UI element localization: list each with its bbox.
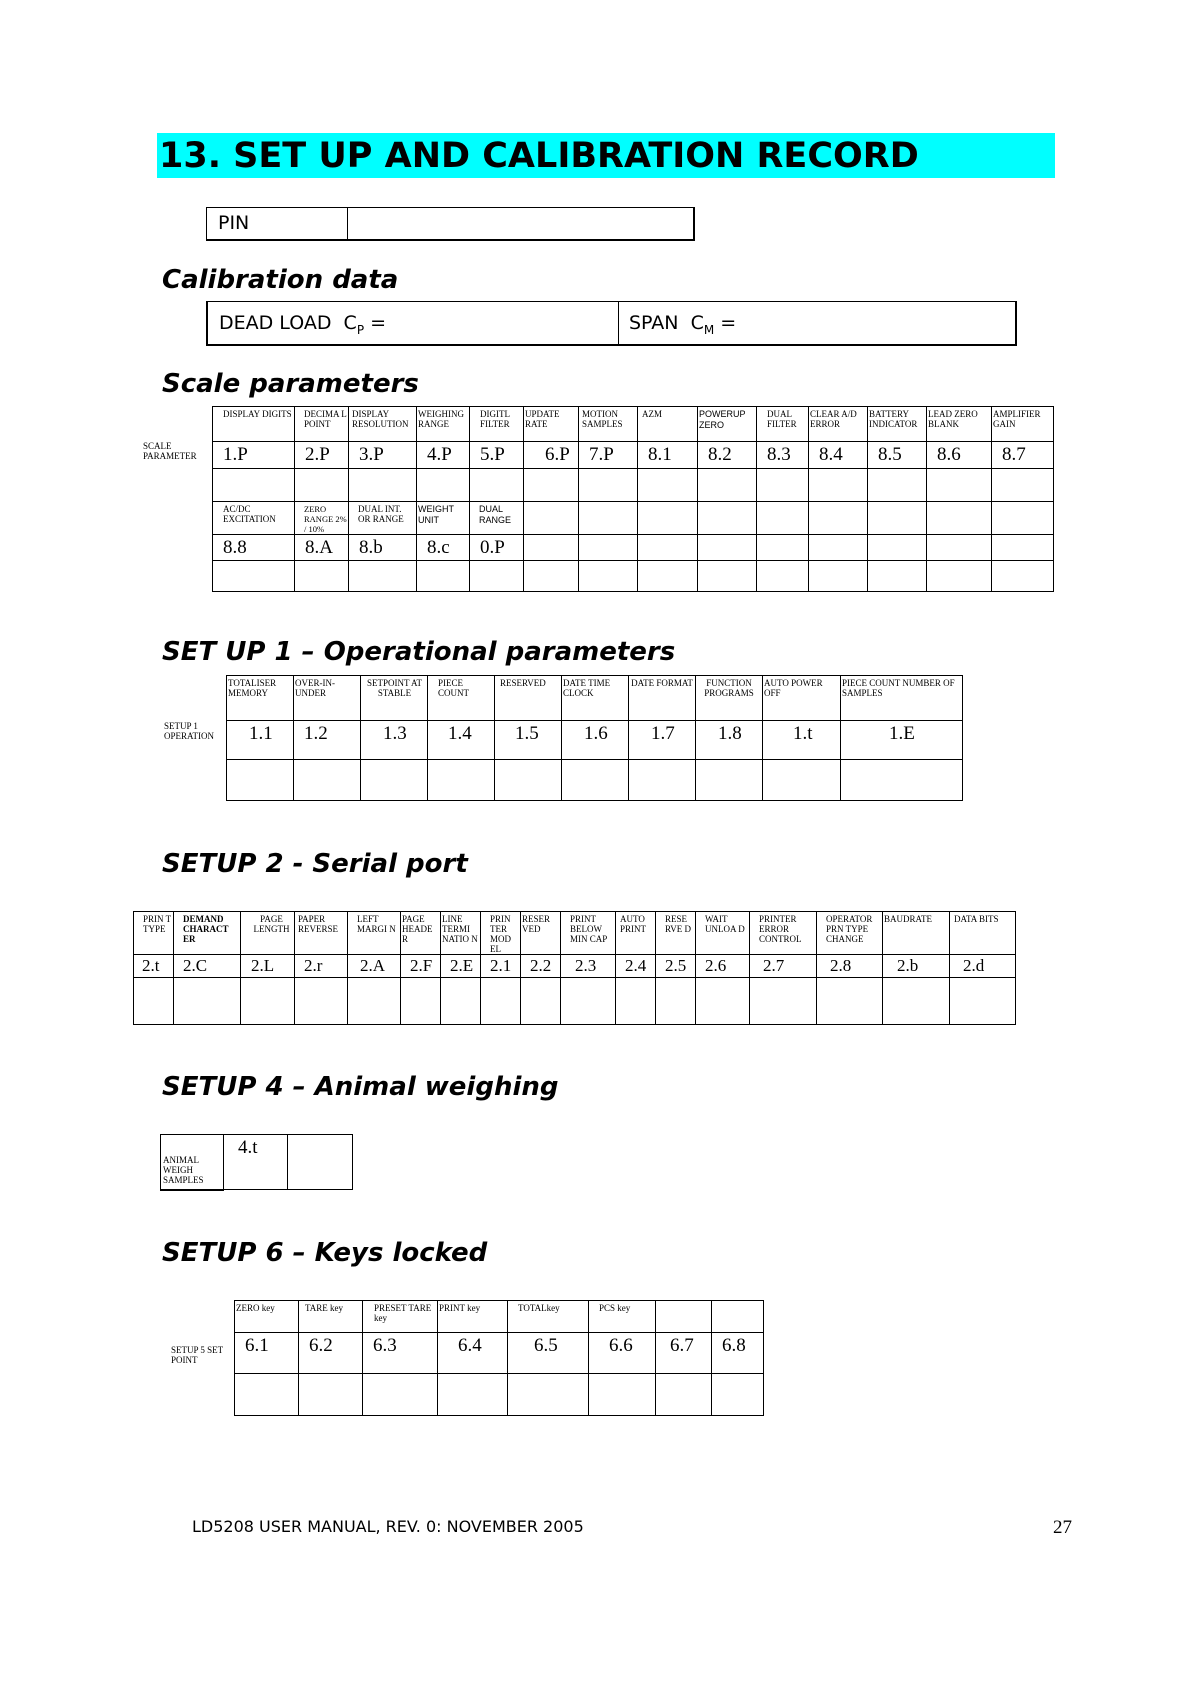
- entry-cell[interactable]: [589, 1374, 656, 1416]
- entry-cell[interactable]: [698, 469, 757, 502]
- scale-header: WEIGHING RANGE: [417, 407, 470, 442]
- setup2-header: LINE TERMI NATIO N: [441, 912, 481, 955]
- setup6-header: TOTALkey: [508, 1301, 589, 1333]
- setup1-code: 1.t: [763, 721, 841, 760]
- entry-cell[interactable]: [757, 561, 809, 592]
- entry-cell[interactable]: [579, 469, 638, 502]
- scale-header: DUAL FILTER: [757, 407, 809, 442]
- entry-cell[interactable]: [841, 760, 963, 801]
- setup6-header: PCS key: [589, 1301, 656, 1333]
- entry-cell[interactable]: [656, 1374, 712, 1416]
- setup4-code: 4.t: [238, 1137, 258, 1158]
- setup2-code: 2.4: [616, 955, 656, 978]
- setup6-code: 6.3: [363, 1333, 438, 1374]
- setup2-code: 2.b: [883, 955, 950, 978]
- scale-code: 4.P: [417, 442, 470, 469]
- scale-table: [212, 406, 1054, 592]
- scale-header: DUAL RANGE: [470, 502, 524, 535]
- entry-cell[interactable]: [361, 760, 428, 801]
- entry-cell[interactable]: [363, 1374, 438, 1416]
- setup1-header: SETPOINT AT STABLE: [361, 676, 428, 721]
- scale-code: 8.A: [295, 535, 349, 561]
- entry-cell[interactable]: [288, 1135, 353, 1190]
- setup2-code: 2.1: [481, 955, 521, 978]
- entry-cell[interactable]: [227, 760, 294, 801]
- entry-cell[interactable]: [809, 535, 868, 561]
- scale-header: POWERUP ZERO: [698, 407, 757, 442]
- setup6-code: 6.4: [438, 1333, 508, 1374]
- entry-cell[interactable]: [579, 535, 638, 561]
- entry-cell[interactable]: [992, 535, 1054, 561]
- entry-cell[interactable]: [441, 978, 481, 1025]
- entry-cell[interactable]: [417, 469, 470, 502]
- page-title: 13. SET UP AND CALIBRATION RECORD: [159, 136, 919, 176]
- entry-cell[interactable]: [470, 561, 524, 592]
- scale-code: 8.c: [417, 535, 470, 561]
- calibration-heading: Calibration data: [162, 265, 399, 295]
- scale-code: 8.b: [349, 535, 417, 561]
- entry-cell[interactable]: [417, 561, 470, 592]
- scale-header: WEIGHT UNIT: [417, 502, 470, 535]
- entry-cell[interactable]: [809, 561, 868, 592]
- scale-header: DISPLAY RESOLUTION: [349, 407, 417, 442]
- scale-header: DISPLAY DIGITS: [213, 407, 295, 442]
- entry-cell[interactable]: [174, 978, 241, 1025]
- setup1-code: 1.5: [495, 721, 562, 760]
- entry-cell[interactable]: [524, 502, 579, 535]
- setup2-header: PRINTER ERROR CONTROL: [750, 912, 817, 955]
- entry-cell[interactable]: [638, 561, 698, 592]
- entry-cell[interactable]: [470, 469, 524, 502]
- setup2-code: 2.3: [561, 955, 616, 978]
- entry-cell[interactable]: [579, 502, 638, 535]
- entry-cell[interactable]: [481, 978, 521, 1025]
- setup1-header: AUTO POWER OFF: [763, 676, 841, 721]
- setup6-entry-row: [235, 1374, 764, 1416]
- setup2-entry-row: [134, 978, 1016, 1025]
- setup2-header: AUTO PRINT: [616, 912, 656, 955]
- entry-cell[interactable]: [134, 978, 174, 1025]
- setup2-header: PAGE LENGTH: [241, 912, 295, 955]
- setup2-code: 2.8: [817, 955, 883, 978]
- setup4-code-cell: [224, 1135, 288, 1190]
- setup6-code: 6.1: [235, 1333, 299, 1374]
- setup1-header: OVER-IN-UNDER: [294, 676, 361, 721]
- setup1-code: 1.6: [562, 721, 629, 760]
- scale-header-row-1: [213, 407, 1054, 442]
- entry-cell[interactable]: [561, 978, 616, 1025]
- entry-cell[interactable]: [927, 502, 992, 535]
- entry-cell[interactable]: [868, 535, 927, 561]
- setup2-code: 2.A: [348, 955, 401, 978]
- scale-code: 8.8: [213, 535, 295, 561]
- entry-cell[interactable]: [213, 561, 295, 592]
- pin-label-cell: [207, 208, 348, 241]
- setup6-header: PRESET TARE key: [363, 1301, 438, 1333]
- scale-header: CLEAR A/D ERROR: [809, 407, 868, 442]
- dead-load-cell[interactable]: [207, 302, 619, 346]
- setup2-header: BAUDRATE: [883, 912, 950, 955]
- setup2-code: 2.d: [950, 955, 1016, 978]
- entry-cell[interactable]: [757, 502, 809, 535]
- entry-cell[interactable]: [698, 502, 757, 535]
- setup6-header: TARE key: [299, 1301, 363, 1333]
- entry-cell[interactable]: [809, 502, 868, 535]
- scale-code: 7.P: [579, 442, 638, 469]
- setup2-header: WAIT UNLOA D: [696, 912, 750, 955]
- pin-value-cell[interactable]: [348, 208, 695, 241]
- page-number: 27: [1053, 1517, 1072, 1538]
- entry-cell[interactable]: [241, 978, 295, 1025]
- entry-cell[interactable]: [712, 1374, 764, 1416]
- entry-cell[interactable]: [883, 978, 950, 1025]
- setup4-table: [160, 1134, 353, 1191]
- setup1-table: [226, 675, 963, 801]
- setup2-code: 2.C: [174, 955, 241, 978]
- entry-cell[interactable]: [817, 978, 883, 1025]
- setup1-code: 1.1: [227, 721, 294, 760]
- span-cell[interactable]: [619, 302, 1017, 346]
- setup1-header-row: [227, 676, 963, 721]
- scale-header: AMPLIFIER GAIN: [992, 407, 1054, 442]
- scale-entry-row-2: [213, 561, 1054, 592]
- setup2-header: PAGE HEADE R: [401, 912, 441, 955]
- entry-cell[interactable]: [868, 502, 927, 535]
- setup2-code: 2.L: [241, 955, 295, 978]
- setup1-header: RESERVED: [495, 676, 562, 721]
- scale-code-row-1: [213, 442, 1054, 469]
- setup2-header: PAPER REVERSE: [295, 912, 348, 955]
- setup1-row-label: SETUP 1 OPERATION: [164, 721, 215, 741]
- scale-code: 6.P: [524, 442, 579, 469]
- entry-cell[interactable]: [349, 561, 417, 592]
- scale-header: ZERO RANGE 2% / 10%: [295, 502, 349, 535]
- setup4-row-label: ANIMAL WEIGH SAMPLES: [163, 1154, 204, 1185]
- setup2-code: 2.2: [521, 955, 561, 978]
- setup6-code: 6.8: [712, 1333, 764, 1374]
- setup1-header: PIECE COUNT: [428, 676, 495, 721]
- scale-header: AZM: [638, 407, 698, 442]
- entry-cell[interactable]: [428, 760, 495, 801]
- scale-heading: Scale parameters: [162, 369, 419, 399]
- entry-cell[interactable]: [295, 978, 348, 1025]
- scale-header: AC/DC EXCITATION: [213, 502, 295, 535]
- setup2-table: [133, 911, 1016, 1025]
- entry-cell[interactable]: [638, 469, 698, 502]
- scale-code: 2.P: [295, 442, 349, 469]
- setup2-code: 2.7: [750, 955, 817, 978]
- setup2-header: RESE RVE D: [656, 912, 696, 955]
- setup6-header-row: [235, 1301, 764, 1333]
- setup2-header: RESER VED: [521, 912, 561, 955]
- scale-code: 3.P: [349, 442, 417, 469]
- entry-cell[interactable]: [401, 978, 441, 1025]
- setup6-header: PRINT key: [438, 1301, 508, 1333]
- setup2-header: PRINT BELOW MIN CAP: [561, 912, 616, 955]
- setup6-heading: SETUP 6 – Keys locked: [162, 1238, 488, 1268]
- setup1-code: 1.8: [696, 721, 763, 760]
- entry-cell[interactable]: [521, 978, 561, 1025]
- setup2-code: 2.6: [696, 955, 750, 978]
- entry-cell[interactable]: [294, 760, 361, 801]
- entry-cell[interactable]: [757, 535, 809, 561]
- setup1-heading: SET UP 1 – Operational parameters: [162, 637, 676, 667]
- calibration-table: [206, 301, 1017, 346]
- setup1-header: TOTALISER MEMORY: [227, 676, 294, 721]
- entry-cell[interactable]: [579, 561, 638, 592]
- setup1-header: FUNCTION PROGRAMS: [696, 676, 763, 721]
- setup2-heading: SETUP 2 - Serial port: [162, 849, 468, 879]
- entry-cell[interactable]: [696, 760, 763, 801]
- entry-cell[interactable]: [638, 535, 698, 561]
- setup6-row-label: SETUP 5 SET POINT: [171, 1345, 224, 1365]
- entry-cell[interactable]: [524, 535, 579, 561]
- setup1-header: DATE TIME CLOCK: [562, 676, 629, 721]
- setup2-code: 2.r: [295, 955, 348, 978]
- entry-cell[interactable]: [616, 978, 656, 1025]
- scale-code: 8.7: [992, 442, 1054, 469]
- entry-cell[interactable]: [750, 978, 817, 1025]
- scale-code: 8.3: [757, 442, 809, 469]
- setup6-code-row: [235, 1333, 764, 1374]
- setup6-code: 6.5: [508, 1333, 589, 1374]
- scale-code: 8.5: [868, 442, 927, 469]
- setup1-header: PIECE COUNT NUMBER OF SAMPLES: [841, 676, 963, 721]
- scale-header-row-2: [213, 502, 1054, 535]
- setup1-code: 1.4: [428, 721, 495, 760]
- entry-cell[interactable]: [656, 1301, 712, 1333]
- entry-cell[interactable]: [992, 502, 1054, 535]
- entry-cell[interactable]: [295, 561, 349, 592]
- entry-cell[interactable]: [757, 469, 809, 502]
- setup2-header: DATA BITS: [950, 912, 1016, 955]
- entry-cell[interactable]: [438, 1374, 508, 1416]
- entry-cell[interactable]: [349, 469, 417, 502]
- entry-cell[interactable]: [508, 1374, 589, 1416]
- pin-table: [206, 207, 695, 241]
- entry-cell[interactable]: [562, 760, 629, 801]
- setup6-code: 6.7: [656, 1333, 712, 1374]
- entry-cell[interactable]: [524, 561, 579, 592]
- setup2-code-row: [134, 955, 1016, 978]
- scale-header: DIGITL FILTER: [470, 407, 524, 442]
- setup2-header: PRIN TER MOD EL: [481, 912, 521, 955]
- setup1-code: 1.3: [361, 721, 428, 760]
- scale-entry-row-1: [213, 469, 1054, 502]
- setup2-header: OPERATOR PRN TYPE CHANGE: [817, 912, 883, 955]
- scale-header: DUAL INT. OR RANGE: [349, 502, 417, 535]
- entry-cell[interactable]: [950, 978, 1016, 1025]
- entry-cell[interactable]: [927, 535, 992, 561]
- scale-header: BATTERY INDICATOR: [868, 407, 927, 442]
- setup4-row-label-cell: [161, 1135, 224, 1190]
- entry-cell[interactable]: [696, 978, 750, 1025]
- scale-code: 8.6: [927, 442, 992, 469]
- scale-header: UPDATE RATE: [524, 407, 579, 442]
- entry-cell[interactable]: [992, 561, 1054, 592]
- entry-cell[interactable]: [763, 760, 841, 801]
- setup1-entry-row: [227, 760, 963, 801]
- dead-load-label: DEAD LOAD $C_P$ =: [219, 311, 387, 337]
- entry-cell[interactable]: [299, 1374, 363, 1416]
- setup4-heading: SETUP 4 – Animal weighing: [162, 1072, 559, 1102]
- entry-cell[interactable]: [524, 469, 579, 502]
- setup2-header: DEMAND CHARACT ER: [174, 912, 241, 955]
- entry-cell[interactable]: [348, 978, 401, 1025]
- setup2-code: 2.E: [441, 955, 481, 978]
- setup2-code: 2.t: [134, 955, 174, 978]
- entry-cell[interactable]: [638, 502, 698, 535]
- scale-header: LEAD ZERO BLANK: [927, 407, 992, 442]
- entry-cell[interactable]: [495, 760, 562, 801]
- setup2-code: 2.F: [401, 955, 441, 978]
- setup6-header: ZERO key: [235, 1301, 299, 1333]
- setup1-code-row: [227, 721, 963, 760]
- entry-cell[interactable]: [992, 469, 1054, 502]
- scale-code: 1.P: [213, 442, 295, 469]
- setup1-code: 1.7: [629, 721, 696, 760]
- setup6-code: 6.2: [299, 1333, 363, 1374]
- entry-cell[interactable]: [235, 1374, 299, 1416]
- setup6-table: [234, 1300, 764, 1416]
- scale-code: 8.1: [638, 442, 698, 469]
- entry-cell[interactable]: [868, 469, 927, 502]
- setup1-code: 1.2: [294, 721, 361, 760]
- entry-cell[interactable]: [629, 760, 696, 801]
- setup2-code: 2.5: [656, 955, 696, 978]
- scale-code: 5.P: [470, 442, 524, 469]
- entry-cell[interactable]: [295, 469, 349, 502]
- scale-code: 0.P: [470, 535, 524, 561]
- scale-header: DECIMA L POINT: [295, 407, 349, 442]
- scale-code: 8.2: [698, 442, 757, 469]
- footer-manual-title: LD5208 USER MANUAL, REV. 0: NOVEMBER 2005: [192, 1517, 584, 1536]
- entry-cell[interactable]: [213, 469, 295, 502]
- entry-cell[interactable]: [698, 561, 757, 592]
- entry-cell[interactable]: [656, 978, 696, 1025]
- setup1-header: DATE FORMAT: [629, 676, 696, 721]
- setup2-header: PRIN T TYPE: [134, 912, 174, 955]
- entry-cell[interactable]: [712, 1301, 764, 1333]
- pin-label: PIN: [218, 212, 250, 234]
- entry-cell[interactable]: [698, 535, 757, 561]
- entry-cell[interactable]: [927, 561, 992, 592]
- setup2-header-row: [134, 912, 1016, 955]
- entry-cell[interactable]: [927, 469, 992, 502]
- entry-cell[interactable]: [868, 561, 927, 592]
- span-label: SPAN $C_M$ =: [629, 311, 737, 337]
- scale-row-label: SCALE PARAMETER: [143, 441, 197, 461]
- scale-header: MOTION SAMPLES: [579, 407, 638, 442]
- setup1-code: 1.E: [841, 721, 963, 760]
- scale-code: 8.4: [809, 442, 868, 469]
- setup2-header: LEFT MARGI N: [348, 912, 401, 955]
- entry-cell[interactable]: [809, 469, 868, 502]
- scale-code-row-2: [213, 535, 1054, 561]
- setup6-code: 6.6: [589, 1333, 656, 1374]
